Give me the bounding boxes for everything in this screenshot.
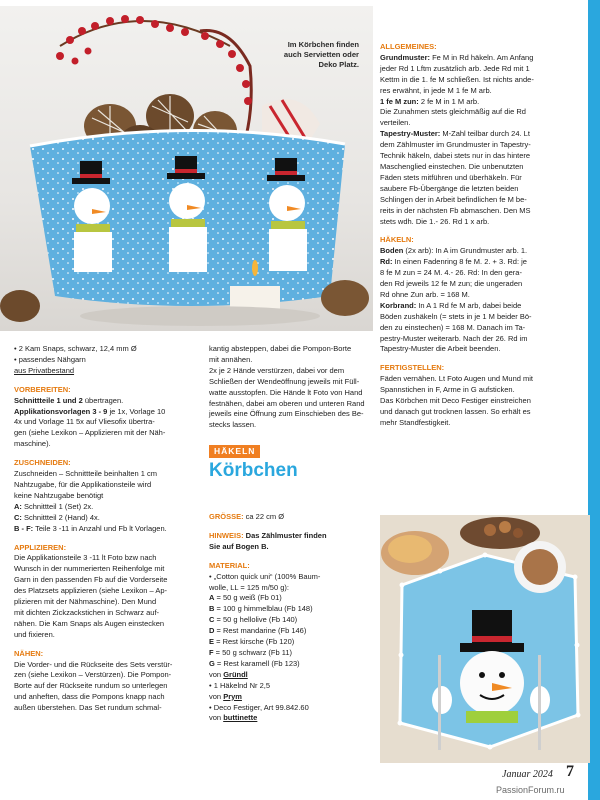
line-text: jeder Rd 1 Lftm zusätzlich arb. Jede Rd mit 1 xyxy=(380,63,530,73)
brand-link[interactable]: Gründl xyxy=(223,669,248,679)
text-line xyxy=(380,344,584,355)
text-line: kantig absteppen, dabei die Pompon-Borte xyxy=(209,344,352,353)
line-text: den zu einstechen) = 168 M. Danach im Ta- xyxy=(380,322,526,332)
material-heading: MATERIAL: xyxy=(209,560,250,570)
text-line xyxy=(380,53,584,64)
bullet-item: • passendes Nähgarn xyxy=(14,354,86,364)
bold-term: A xyxy=(209,593,215,603)
line-text: Schnittteil 2 (Hand) 4x. xyxy=(21,512,100,522)
fertigstellen-body xyxy=(380,374,584,429)
bold-term: E xyxy=(209,637,215,647)
text-line xyxy=(380,118,584,129)
text-line xyxy=(209,626,369,637)
footer-month: Januar 2024 xyxy=(502,769,553,780)
haekeln-body xyxy=(380,246,584,355)
line-text: = Rest karamell (Fb 123) xyxy=(214,658,300,668)
placemat-photo xyxy=(380,515,590,763)
hook-item: • 1 Häkelnd Nr 2,5 xyxy=(209,680,270,690)
line-text: dem Zählmuster im Grundmuster in Tapestry- xyxy=(380,140,531,150)
text-line xyxy=(209,637,369,648)
caption-line: Deko Platz. xyxy=(318,60,359,69)
caption-line: auch Servietten oder xyxy=(283,50,359,59)
section-tag: HÄKELN xyxy=(209,445,260,458)
text-line xyxy=(380,279,584,290)
line-text: Teile 3 -11 in Anzahl und Fb lt Vorlagen. xyxy=(33,523,167,533)
bold-term: B xyxy=(209,604,215,614)
text-line: nähen. Die Kam Snaps als Augen einstecken xyxy=(14,618,165,628)
line-text: stets wdh. Die 1.- 26. Rd 1 x arb. xyxy=(380,216,490,226)
groesse-value: ca 22 cm Ø xyxy=(243,512,285,521)
text-line xyxy=(14,407,201,418)
line-text: Nahtzugabe, für die Applikationsteile wird xyxy=(14,479,152,489)
text-line xyxy=(14,439,201,450)
line-text: reits in der nächsten Fb abmaschen. Den MS xyxy=(380,205,531,215)
brand-link[interactable]: buttinette xyxy=(223,713,258,723)
text-line xyxy=(14,417,201,428)
line-text: saubere Fb-Übergänge die letzten beiden xyxy=(380,183,519,193)
text-line xyxy=(380,86,584,97)
text-line xyxy=(14,513,201,524)
line-text: Tapestry-Muster die Arbeit beenden. xyxy=(380,344,501,354)
text-line xyxy=(380,151,584,162)
line-text: In A 1 Rd fe M arb, dabei beide xyxy=(416,300,522,310)
allgemeines-heading: ALLGEMEINES: xyxy=(380,42,437,51)
bold-term: F xyxy=(209,647,214,657)
text-line xyxy=(380,75,584,86)
text-line: Das Körbchen mit Deco Festiger einstreichen xyxy=(380,396,531,406)
caption-line: Im Körbchen finden xyxy=(287,40,359,49)
line-text: 2 fe M in 1 M arb. xyxy=(418,96,480,106)
line-text: = 50 g schwarz (Fb 11) xyxy=(213,647,293,657)
text-line xyxy=(380,290,584,301)
line-text: 8 fe M zun = 24 M. 4.- 26. Rd: In den gera- xyxy=(380,268,522,278)
material-list xyxy=(209,593,369,669)
vorbereiten-heading: VORBEREITEN: xyxy=(14,384,71,394)
photo-caption xyxy=(263,40,359,70)
naehen-heading: NÄHEN: xyxy=(14,648,44,658)
watermark: PassionForum.ru xyxy=(496,785,565,795)
text-line xyxy=(380,257,584,268)
middle-text-column-bottom xyxy=(209,512,369,724)
text-line: watte ausstopfen. Die Hände lt Foto von Hand xyxy=(209,387,363,397)
line-text: In einen Fadenring 8 fe M. 2. + 3. Rd: je xyxy=(392,257,527,267)
bold-term: Korbrand: xyxy=(380,300,417,310)
line-text: übertragen. xyxy=(82,395,124,405)
text-line: plizieren mit der Nähmaschine). Den Mund xyxy=(14,597,157,607)
text-line: und danach gut trocknen lassen. So erhält es xyxy=(380,407,531,416)
text-line xyxy=(209,659,369,670)
line-text: Rd ohne Zun arb. = 168 M. xyxy=(380,289,470,299)
text-line xyxy=(380,162,584,173)
text-line: jeweils eine Öffnung zum Einschieben des Be- xyxy=(209,409,364,419)
right-text-column xyxy=(380,42,584,429)
line-text: M-Zahl teilbar durch 24. Lt xyxy=(440,129,530,139)
middle-text-column-top xyxy=(209,344,369,482)
bold-term: Boden xyxy=(380,246,404,256)
line-text: Zuschneiden – Schnittteile beinhalten 1 cm xyxy=(14,469,158,479)
text-line: Schließen der Wendeöffnung jeweils mit Füll- xyxy=(209,376,360,386)
text-line xyxy=(380,301,584,312)
bold-term: Grundmuster: xyxy=(380,52,431,62)
text-line: Spannstichen in F, Arme in G aufsticken. xyxy=(380,385,515,395)
line-text: gen (siehe Lexikon – Applizieren mit der Näh- xyxy=(14,428,166,438)
text-line xyxy=(380,184,584,195)
text-line: stecks lassen. xyxy=(209,420,257,430)
festiger-item: • Deco Festiger, Art 99.842.60 xyxy=(209,702,309,712)
bold-term: Tapestry-Muster: xyxy=(380,129,441,139)
text-line: mit annähen. xyxy=(209,354,253,364)
naehen-body xyxy=(14,660,201,715)
text-line xyxy=(14,491,201,502)
groesse-label: GRÖSSE: xyxy=(209,512,244,521)
bold-term: 1 fe M zun: xyxy=(380,96,419,106)
haekeln-heading: HÄKELN: xyxy=(380,235,414,245)
bold-term: C xyxy=(209,615,215,625)
text-line xyxy=(14,396,201,407)
text-line xyxy=(14,524,201,535)
text-line xyxy=(14,469,201,480)
text-line xyxy=(380,246,584,257)
line-text: keine Nahtzugabe benötigt xyxy=(14,490,104,500)
text-line xyxy=(380,97,584,108)
material-intro: wolle, LL = 125 m/50 g): xyxy=(209,582,289,592)
bold-term: G xyxy=(209,658,215,668)
text-line: 2x je 2 Hände verstürzen, dabei vor dem xyxy=(209,365,345,375)
text-line: und anheften, dass die Pompons knapp nach xyxy=(14,692,165,702)
line-text: den Rd jeweils 12 fe M zun; die ungeraden xyxy=(380,279,523,289)
fertigstellen-heading: FERTIGSTELLEN: xyxy=(380,363,445,373)
line-text: = 100 g himmelblau (Fb 148) xyxy=(214,604,313,614)
material-intro: • „Cotton quick uni“ (100% Baum- xyxy=(209,571,321,581)
bold-term: B - F: xyxy=(14,523,34,533)
text-line xyxy=(209,615,369,626)
hinweis-text: Sie auf Bogen B. xyxy=(209,541,269,551)
von-text: von xyxy=(209,713,224,723)
basket-photo xyxy=(0,6,373,331)
text-line: Die Vorder- und die Rückseite des Sets verstür- xyxy=(14,659,173,669)
text-line xyxy=(380,268,584,279)
line-text: = Rest kirsche (Fb 120) xyxy=(214,637,295,647)
line-text: je 1x, Vorlage 10 xyxy=(107,406,166,416)
line-text: = 50 g hellolive (Fb 140) xyxy=(214,615,298,625)
line-text: (2x arb): In A im Grundmuster arb. 1. xyxy=(403,246,528,256)
bold-term: Applikationsvorlagen 3 - 9 xyxy=(14,406,108,416)
line-text: Die Zunahmen stets gleichmäßig auf die Rd xyxy=(380,107,526,117)
line-text: Fe M in Rd häkeln. Am Anfang xyxy=(430,52,534,62)
line-text: Kettm in die 1. fe M schließen. Ist nichts ande- xyxy=(380,74,534,84)
text-line xyxy=(209,648,369,659)
hinweis-label: HINWEIS: xyxy=(209,530,244,540)
line-text: 4x und Vorlage 11 5x auf Vliesofix übertra- xyxy=(14,417,155,427)
line-text: Schnittteil 1 (Set) 2x. xyxy=(21,501,94,511)
text-line xyxy=(380,173,584,184)
text-line xyxy=(380,140,584,151)
von-text: von xyxy=(209,691,224,701)
text-line: mit dichten Zickzackstichen in Schwarz auf- xyxy=(14,607,160,617)
text-line xyxy=(14,428,201,439)
bold-term: Schnittteile 1 und 2 xyxy=(14,395,83,405)
text-line xyxy=(380,312,584,323)
line-text: verteilen. xyxy=(380,118,411,128)
allgemeines-body xyxy=(380,53,584,228)
text-line: und fixieren. xyxy=(14,629,55,639)
line-text: = 50 g weiß (Fb 01) xyxy=(214,593,282,603)
zuschneiden-body xyxy=(14,469,201,534)
text-line xyxy=(380,217,584,228)
text-line: Wunsch in der nummerierten Reihenfolge mit xyxy=(14,564,165,574)
bold-term: A: xyxy=(14,501,22,511)
text-line xyxy=(14,502,201,513)
bold-term: Rd: xyxy=(380,257,393,267)
text-line: Die Applikationsteile 3 -11 lt Foto bzw nach xyxy=(14,553,157,563)
line-text: maschine). xyxy=(14,439,51,449)
left-text-column xyxy=(14,344,201,714)
applizieren-heading: APPLIZIEREN: xyxy=(14,542,67,552)
line-text: Technik häkeln, dabei stets nur in das hintere xyxy=(380,151,531,161)
text-line: Fäden vernähen. Lt Foto Augen und Mund mit xyxy=(380,374,534,384)
text-line xyxy=(380,206,584,217)
line-text: = Rest mandarine (Fb 146) xyxy=(214,626,307,636)
text-line xyxy=(14,480,201,491)
bold-term: C: xyxy=(14,512,22,522)
text-line: des Platzsets applizieren (siehe Lexikon – Ap- xyxy=(14,586,168,596)
text-line: zen (siehe Lexikon – Verstürzen). Die Pompon- xyxy=(14,670,172,680)
vorbereiten-body xyxy=(14,396,201,451)
bullet-item: • 2 Kam Snaps, schwarz, 12,4 mm Ø xyxy=(14,344,137,353)
middle-top-body xyxy=(209,344,369,431)
text-line xyxy=(380,107,584,118)
text-line: mehr Standfestigkeit. xyxy=(380,417,451,427)
line-text: Fäden stets mitführen und überhäkeln. Für xyxy=(380,172,522,182)
line-text: pestry-Muster weiterarb. Nach der 26. Rd im xyxy=(380,333,528,343)
von-text: von xyxy=(209,669,224,679)
bold-term: D xyxy=(209,626,215,636)
hinweis-text: Das Zählmuster finden xyxy=(243,530,327,540)
text-line: festnähen, dabei am oberen und unteren Rand xyxy=(209,398,365,408)
text-line: außen überstehen. Das Set rundum schmal- xyxy=(14,703,162,713)
applizieren-body xyxy=(14,553,201,640)
text-line: Garn in den passenden Fb auf die Vorderseite xyxy=(14,575,168,585)
section-title: Körbchen xyxy=(209,460,298,482)
page-number: 7 xyxy=(566,763,574,780)
text-line xyxy=(380,334,584,345)
text-line: Borte auf der Rückseite rundum so unterlegen xyxy=(14,681,168,691)
zuschneiden-heading: ZUSCHNEIDEN: xyxy=(14,458,71,468)
placemat-illustration xyxy=(380,515,590,763)
text-line xyxy=(380,323,584,334)
text-line xyxy=(209,604,369,615)
text-line xyxy=(209,593,369,604)
text-line xyxy=(380,129,584,140)
source-note: aus Privatbestand xyxy=(14,365,75,375)
text-line xyxy=(380,195,584,206)
line-text: Schlingen der in Arbeit befindlichen fe M be- xyxy=(380,194,527,204)
line-text: res erwähnt, in jede M 1 fe M arb. xyxy=(380,85,492,95)
text-line xyxy=(380,64,584,75)
line-text: Böden zushäkeln (= stets in je 1 M beider Bö- xyxy=(380,311,532,321)
line-text: Maschenglied einstechen. Die unbenutzten xyxy=(380,161,524,171)
brand-link[interactable]: Prym xyxy=(223,691,242,701)
